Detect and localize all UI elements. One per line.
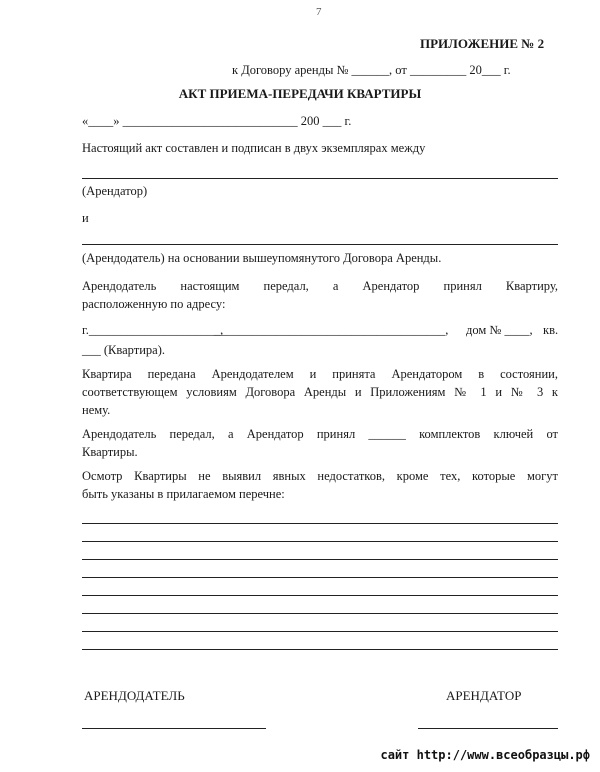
landlord-signature-label: АРЕНДОДАТЕЛЬ: [84, 688, 185, 703]
site-watermark: сайт http://www.всеобразцы.рф: [380, 748, 590, 762]
act-day-blank[interactable]: «____»: [82, 114, 120, 128]
address-house[interactable]: дом № ____,: [466, 323, 533, 337]
inspection-line-1: Осмотр Квартиры не выявил явных недостатков, кроме тех, которые могут: [82, 469, 558, 483]
appendix-label: ПРИЛОЖЕНИЕ № 2: [420, 36, 545, 51]
landlord-name-line[interactable]: [82, 244, 558, 245]
defects-line[interactable]: [82, 613, 558, 614]
condition-line-1: Квартира передана Арендодателем и принята Арендатором в состоянии,: [82, 367, 558, 381]
condition-line-2: соответствующем условиям Договора Аренды и Приложениям № 1 и № 3 к: [82, 385, 558, 399]
contract-number-blank[interactable]: ______: [351, 63, 390, 77]
page-number: 7: [316, 6, 322, 18]
transfer-line-1: Арендодатель настоящим передал, а Арендатор принял Квартиру,: [82, 279, 558, 293]
contract-from-label: , от: [389, 63, 407, 77]
inspection-line-2: быть указаны в прилагаемом перечне:: [82, 487, 285, 501]
defects-line[interactable]: [82, 577, 558, 578]
defects-line[interactable]: [82, 595, 558, 596]
and-text: и: [82, 211, 89, 225]
defects-line[interactable]: [82, 559, 558, 560]
apartment-line: ___ (Квартира).: [82, 343, 165, 357]
act-month-blank[interactable]: ____________________________: [122, 114, 298, 128]
tenant-name-line[interactable]: [82, 178, 558, 179]
contract-year: 20___ г.: [469, 63, 511, 77]
defects-line[interactable]: [82, 541, 558, 542]
landlord-label: (Арендодатель) на основании вышеупомянутого Договора Аренды.: [82, 251, 442, 265]
tenant-signature-label: АРЕНДАТОР: [446, 688, 522, 703]
defects-line[interactable]: [82, 631, 558, 632]
landlord-signature-line[interactable]: [82, 728, 266, 729]
act-year: 200 ___ г.: [300, 114, 352, 128]
contract-ref-prefix: к Договору аренды №: [232, 63, 349, 77]
tenant-signature-line[interactable]: [418, 728, 558, 729]
keys-line-1: Арендодатель передал, а Арендатор принял ______ комплектов ключей от: [82, 427, 558, 441]
act-date-line: [82, 113, 351, 129]
contract-date-blank[interactable]: _________: [409, 63, 467, 77]
intro-text: Настоящий акт составлен и подписан в двух экземплярах между: [82, 141, 426, 155]
address-apt-label: кв.: [543, 323, 559, 337]
tenant-label: (Арендатор): [82, 184, 148, 198]
defects-line[interactable]: [82, 649, 558, 650]
address-city[interactable]: г._____________________,: [82, 323, 224, 337]
document-title: АКТ ПРИЕМА-ПЕРЕДАЧИ КВАРТИРЫ: [178, 86, 422, 101]
defects-line[interactable]: [82, 523, 558, 524]
keys-line-2: Квартиры.: [82, 445, 138, 459]
condition-line-3: нему.: [82, 403, 111, 417]
address-street[interactable]: _____________________________________,: [214, 323, 449, 337]
transfer-line-2: расположенную по адресу:: [82, 297, 226, 311]
contract-ref-line: [232, 62, 511, 78]
